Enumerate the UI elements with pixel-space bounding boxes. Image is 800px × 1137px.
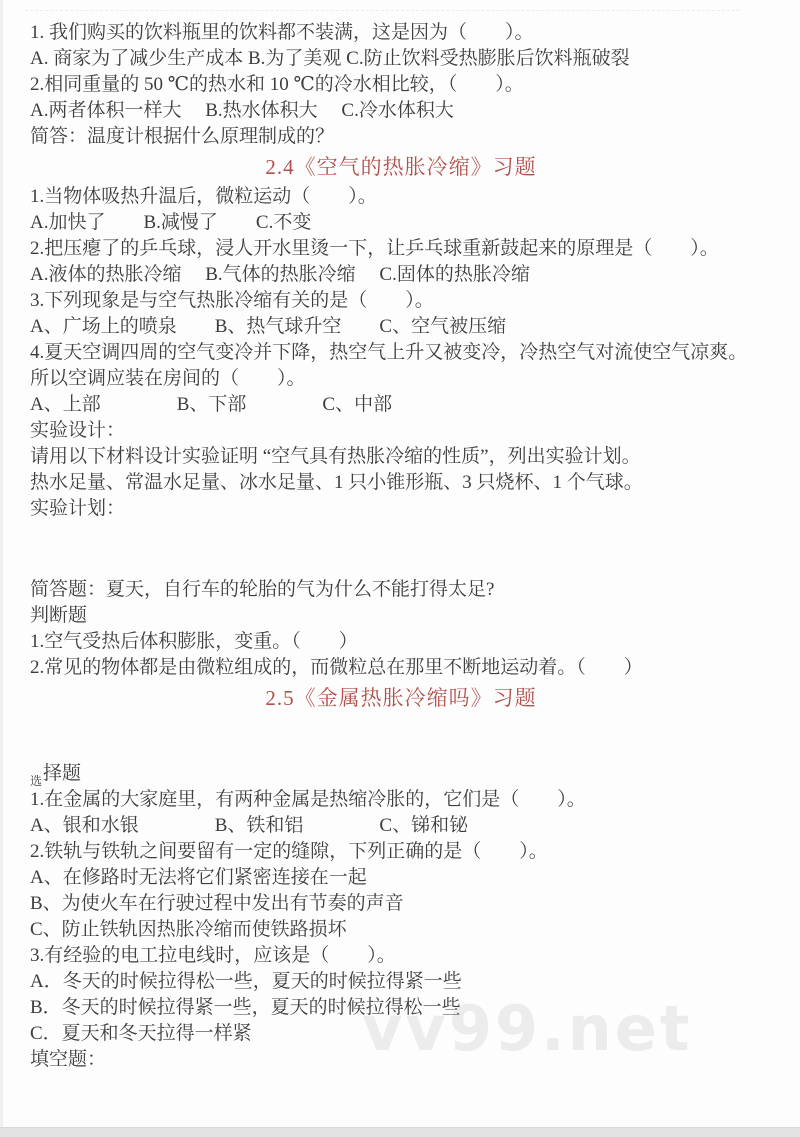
question-line: B、为使火车在行驶过程中发出有节奏的声音: [30, 893, 404, 914]
section-title: 2.5《金属热胀冷缩吗》习题: [265, 686, 537, 710]
question-line: 1.在金属的大家庭里，有两种金属是热缩冷胀的，它们是（ ）。: [30, 789, 586, 810]
blank-space: [30, 522, 772, 577]
question-line: A.液体的热胀冷缩 B.气体的热胀冷缩 C.固体的热胀冷缩: [30, 264, 530, 285]
question-line: 1.当物体吸热升温后，微粒运动（ ）。: [30, 186, 377, 207]
question-line: 2.把压瘪了的乒乓球，浸人开水里烫一下，让乒乓球重新鼓起来的原理是（ ）。: [30, 238, 719, 259]
question-line: A、上部 B、下部 C、中部: [30, 394, 393, 415]
question-line: A、银和水银 B、铁和铝 C、锑和铋: [30, 815, 469, 836]
blank-space: [30, 715, 772, 761]
question-line: 2.铁轨与铁轨之间要留有一定的缝隙，下列正确的是（ ）。: [30, 841, 548, 862]
question-line: 热水足量、常温水足量、冰水足量、1 只小锥形瓶、3 只烧杯、1 个气球。: [30, 472, 643, 493]
question-line: 实验设计：: [30, 420, 126, 441]
watermark: vv99.net: [362, 992, 693, 1065]
question-line: 判断题: [30, 605, 88, 626]
question-line-text: 择题: [43, 763, 82, 784]
question-line: 3.下列现象是与空气热胀冷缩有关的是（ ）。: [30, 290, 434, 311]
question-line: 1. 我们购买的饮料瓶里的饮料都不装满，这是因为（ ）。: [30, 22, 534, 43]
question-line: C．夏天和冬天拉得一样紧: [30, 1023, 252, 1044]
question-line: 4.夏天空调四周的空气变冷并下降，热空气上升又被变冷，冷热空气对流使空气凉爽。: [30, 342, 748, 363]
question-line: 2.相同重量的 50 ℃的热水和 10 ℃的冷水相比较，（ ）。: [30, 74, 524, 95]
question-line: A.两者体积一样大 B.热水体积大 C.冷水体积大: [30, 100, 454, 121]
question-line: A、在修路时无法将它们紧密连接在一起: [30, 867, 367, 888]
question-line: A. 商家为了减少生产成本 B.为了美观 C.防止饮料受热膨胀后饮料瓶破裂: [30, 48, 630, 69]
question-line: B．冬天的时候拉得紧一些，夏天的时候拉得松一些: [30, 997, 461, 1018]
question-line: [30, 761, 772, 787]
question-line: 2.常见的物体都是由微粒组成的，而微粒总在那里不断地运动着。（ ）: [30, 657, 643, 678]
page-bottom-edge: [0, 1127, 800, 1137]
question-line: C、防止铁轨因热胀冷缩而使铁路损坏: [30, 919, 347, 940]
question-line: 请用以下材料设计实验证明 “空气具有热胀冷缩的性质”，列出实验计划。: [30, 446, 641, 467]
question-line: A.加快了 B.减慢了 C.不变: [30, 212, 312, 233]
question-line: 简答：温度计根据什么原理制成的？: [30, 126, 335, 147]
question-line: 3.有经验的电工拉电线时，应该是（ ）。: [30, 945, 396, 966]
question-line: A、广场上的喷泉 B、热气球升空 C、空气被压缩: [30, 316, 507, 337]
question-line: 实验计划：: [30, 498, 126, 519]
question-line: A．冬天的时候拉得松一些，夏天的时候拉得紧一些: [30, 971, 462, 992]
question-line: 填空题：: [30, 1049, 107, 1070]
section-title: 2.4《空气的热胀冷缩》习题: [265, 155, 537, 179]
question-line: 简答题：夏天，自行车的轮胎的气为什么不能打得太足?: [30, 579, 495, 600]
question-line: 1.空气受热后体积膨胀，变重。（ ）: [30, 631, 358, 652]
question-line: 所以空调应装在房间的（ ）。: [30, 368, 306, 389]
small-prefix-char: 选: [30, 774, 43, 788]
